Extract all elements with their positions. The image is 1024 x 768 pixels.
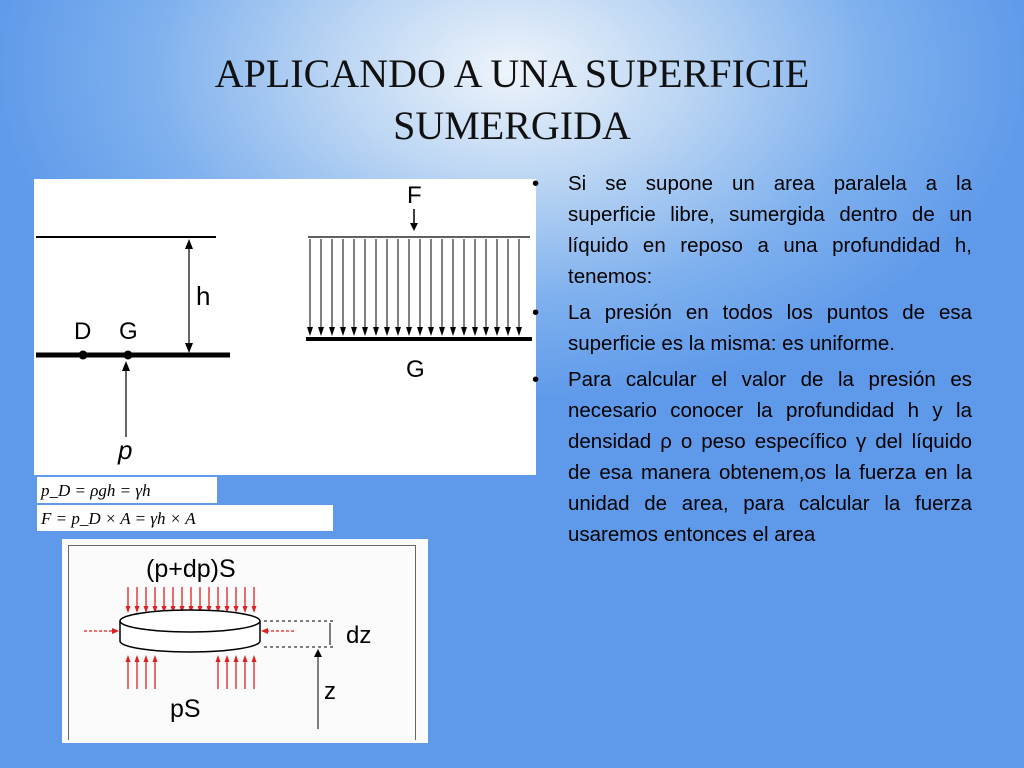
label-p: p — [118, 435, 133, 465]
load-arrow-head — [373, 327, 379, 336]
load-arrow-head — [406, 327, 412, 336]
bullet-text: Para calcular el valor de la presión es necesario conocer la profundidad h y la densidad ρ o peso específico γ del líquido de esa manera obtenem,os la fuerza en la unidad de area, para calcular la fuerza usaremos entonces el area — [568, 368, 972, 546]
top-arrow-head — [126, 606, 131, 613]
load-arrow-head — [395, 327, 401, 336]
load-arrow-head — [384, 327, 390, 336]
load-arrow-head — [461, 327, 467, 336]
bottom-arrow-head — [135, 655, 140, 662]
load-arrow-head — [505, 327, 511, 336]
label-g: G — [119, 318, 138, 345]
force-arrow-head — [410, 223, 418, 231]
load-arrow-head — [439, 327, 445, 336]
load-arrow-head — [516, 327, 522, 336]
pressure-arrow-head — [122, 361, 130, 371]
load-arrow-head — [428, 327, 434, 336]
bottom-arrow-head — [234, 655, 239, 662]
label-d: D — [74, 318, 92, 345]
load-arrow-head — [307, 327, 313, 336]
equation-force-svg — [37, 505, 333, 531]
load-arrow-head — [494, 327, 500, 336]
disc-top — [120, 610, 260, 632]
equation-force — [37, 505, 333, 531]
load-arrow-head — [417, 327, 423, 336]
load-arrow-head — [351, 327, 357, 336]
top-pressure-arrows — [126, 587, 257, 613]
bullet-item — [532, 364, 972, 550]
load-arrow-head — [362, 327, 368, 336]
submerged-surface-diagram — [34, 179, 536, 475]
bullet-marker: • — [532, 301, 540, 324]
title-line-2: SUMERGIDA — [393, 103, 631, 148]
submerged-surface-svg — [34, 179, 536, 475]
load-arrow-head — [472, 327, 478, 336]
bullet-list — [532, 168, 972, 555]
load-arrow-head — [318, 327, 324, 336]
top-arrow-head — [135, 606, 140, 613]
bullet-marker: • — [532, 368, 540, 391]
bottom-pressure-arrows — [126, 655, 257, 689]
bottom-arrow-head — [144, 655, 149, 662]
equation-pressure — [37, 477, 217, 503]
equation-pressure-text: p_D = ρgh = γh — [41, 481, 151, 500]
left-side-arrow-head — [112, 628, 119, 634]
load-arrow-head — [329, 327, 335, 336]
depth-arrow-head-top — [185, 239, 193, 249]
bullet-item — [532, 168, 972, 292]
bottom-arrow-head — [126, 655, 131, 662]
label-bottom-force: pS — [170, 695, 201, 723]
load-arrow-head — [340, 327, 346, 336]
load-arrow-head — [450, 327, 456, 336]
bottom-arrow-head — [216, 655, 221, 662]
fluid-element-diagram — [62, 539, 428, 743]
equation-force-text: F = p_D × A = γh × A — [41, 509, 196, 528]
equation-pressure-svg — [37, 477, 217, 503]
fluid-element-svg — [62, 539, 428, 743]
label-dz: dz — [346, 622, 372, 649]
bottom-arrow-head — [225, 655, 230, 662]
bottom-arrow-head — [243, 655, 248, 662]
top-arrow-head — [243, 606, 248, 613]
title-line-1: APLICANDO A UNA SUPERFICIE — [214, 51, 810, 96]
point-d — [79, 351, 88, 360]
depth-arrow-head-bottom — [185, 343, 193, 353]
distributed-load-arrows — [307, 239, 522, 336]
point-g — [124, 351, 133, 360]
label-top-force: (p+dp)S — [146, 555, 236, 583]
label-g2: G — [406, 356, 425, 383]
slide-title — [120, 48, 904, 152]
bottom-arrow-head — [153, 655, 158, 662]
bullet-text: Si se supone un area paralela a la superficie libre, sumergida dentro de un líquido en reposo a una profundidad h, tenemos: — [568, 172, 972, 288]
bottom-arrow-head — [252, 655, 257, 662]
top-arrow-head — [252, 606, 257, 613]
label-z: z — [324, 678, 336, 705]
bullet-marker: • — [532, 172, 540, 195]
label-f: F — [407, 182, 422, 209]
bullet-text: La presión en todos los puntos de esa superficie es la misma: es uniforme. — [568, 301, 972, 355]
right-side-arrow-head — [261, 628, 268, 634]
load-arrow-head — [483, 327, 489, 336]
z-arrow-head — [314, 649, 322, 657]
bullet-item — [532, 297, 972, 359]
label-h: h — [196, 281, 211, 311]
